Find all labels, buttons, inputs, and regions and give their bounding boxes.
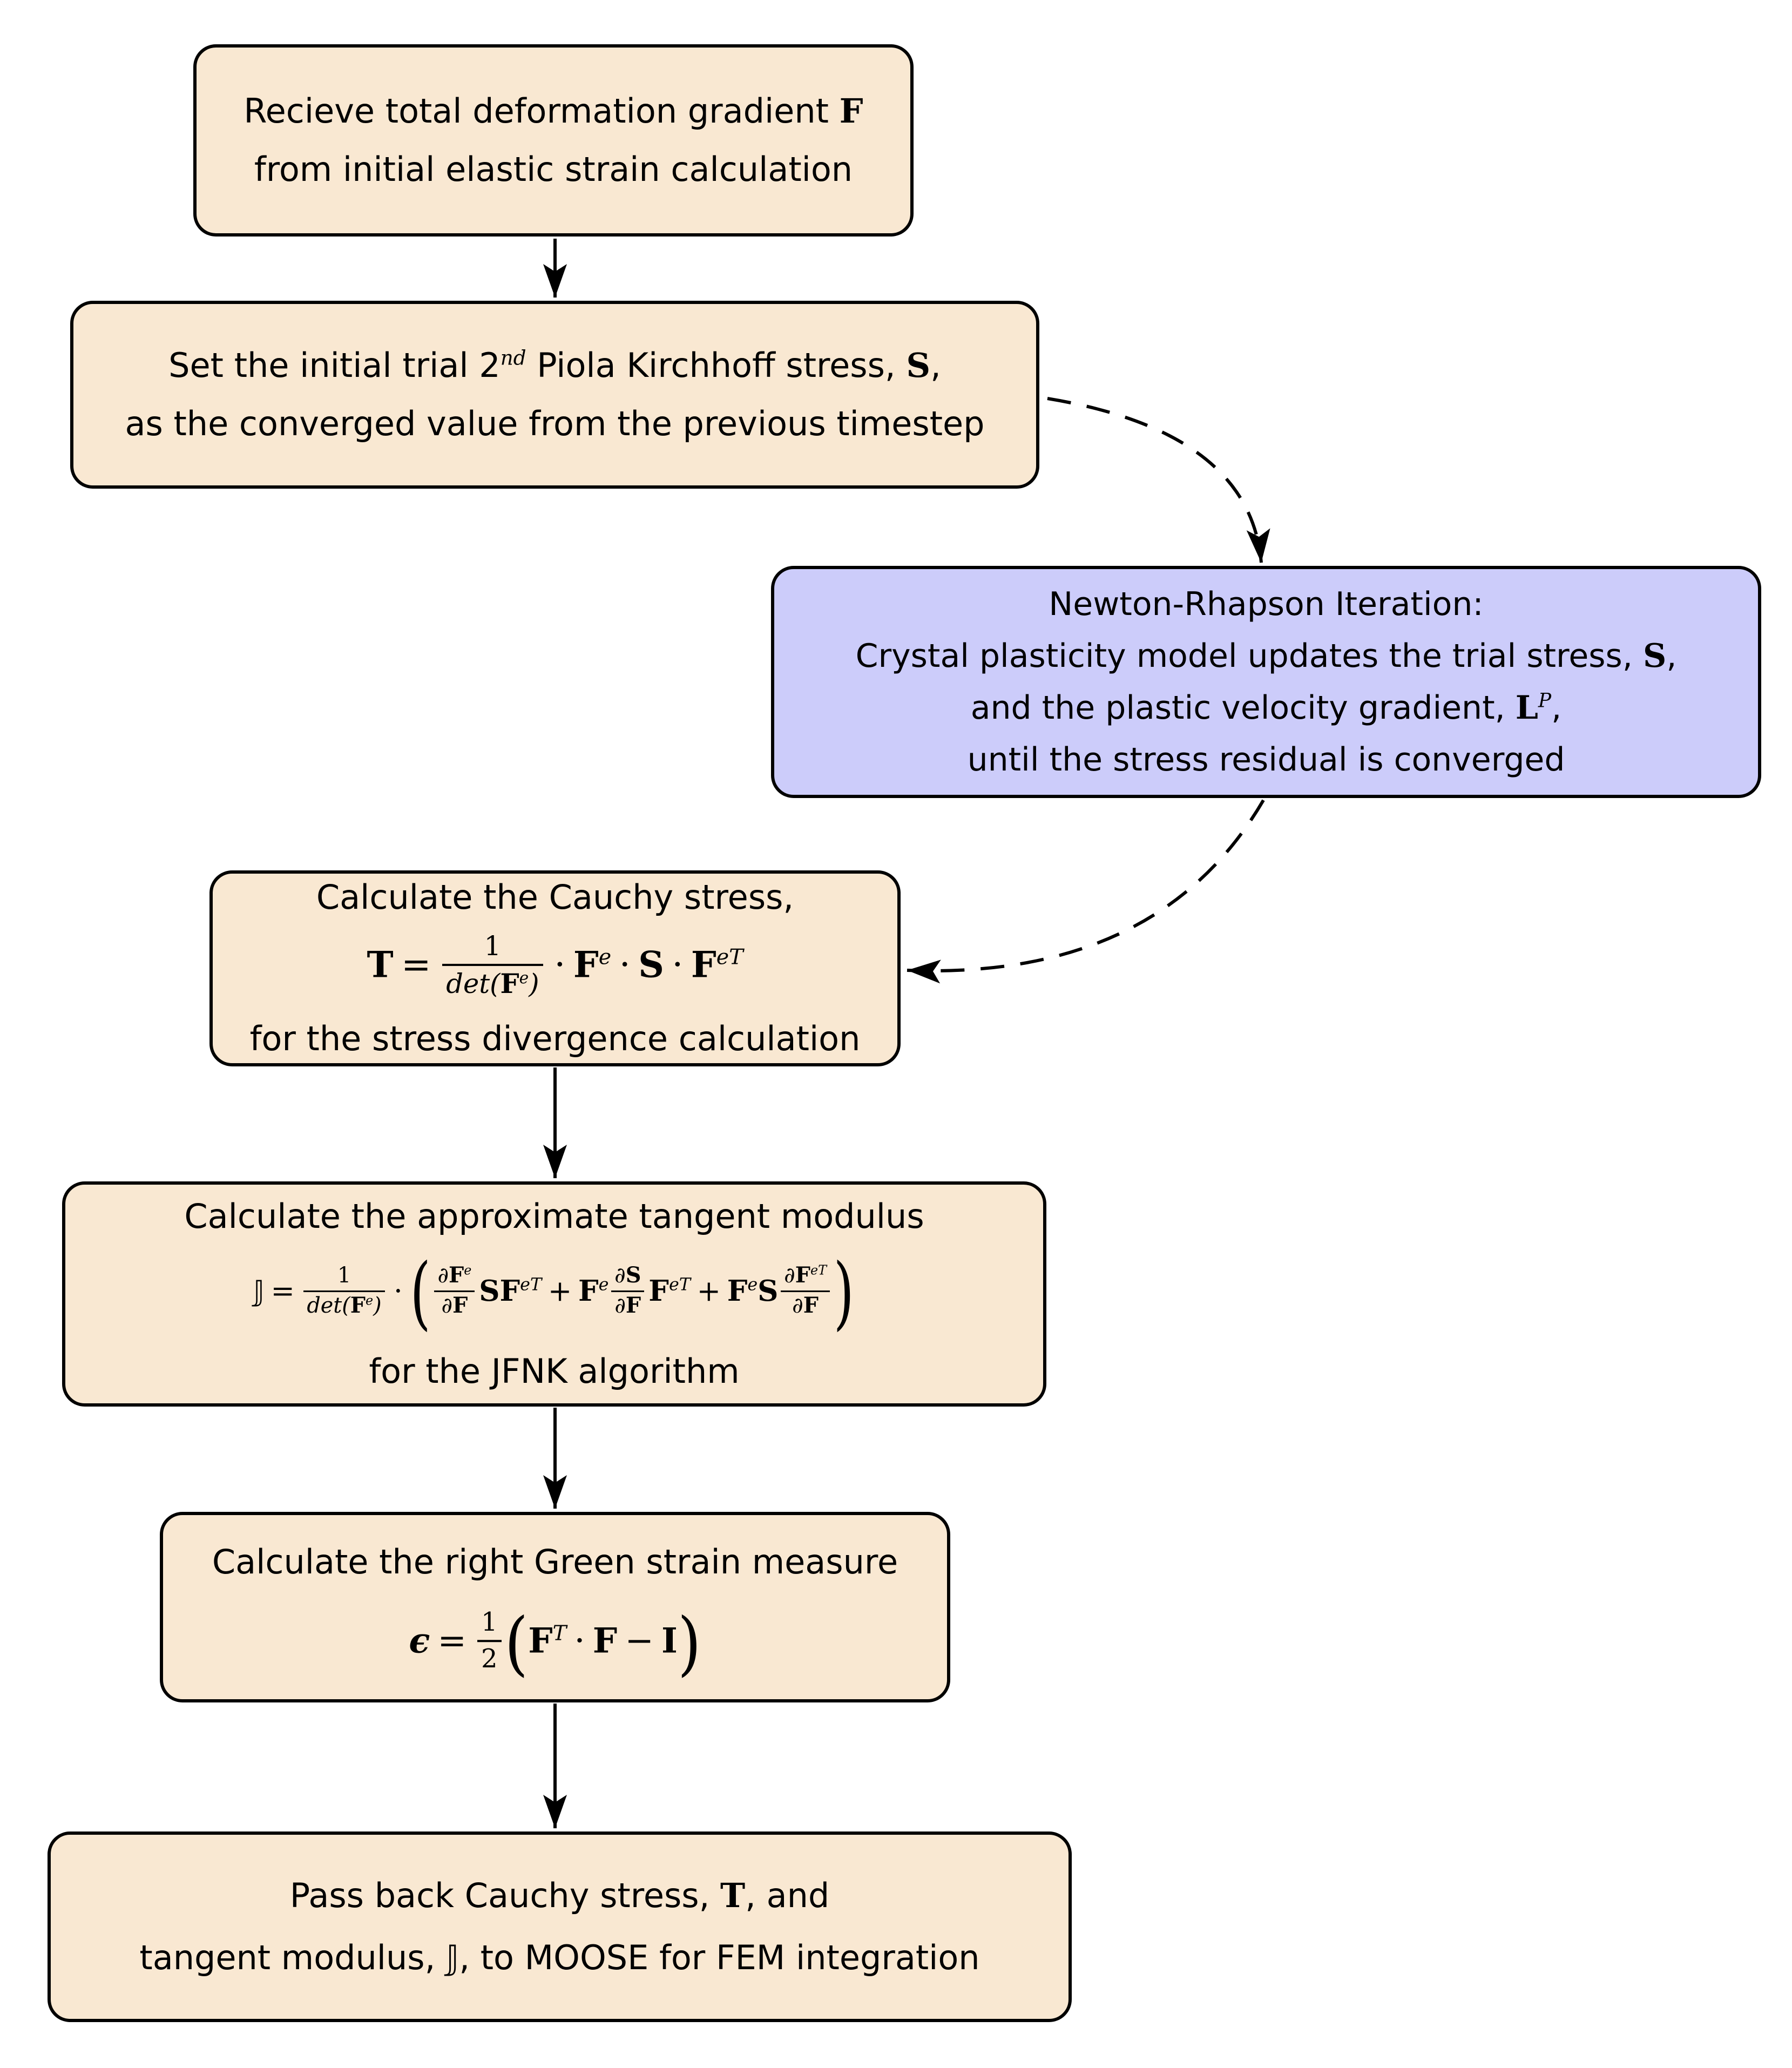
symbol-S-bold: S <box>625 1263 641 1288</box>
fraction-denominator <box>781 1292 830 1319</box>
equals-sign: = <box>271 1274 295 1308</box>
cauchy-line-3 <box>250 1010 861 1069</box>
symbol-F-bold: F <box>691 943 716 986</box>
fraction-numerator <box>434 1263 475 1292</box>
symbol-F-bold: F <box>449 1263 464 1288</box>
dot-operator: · <box>554 944 566 986</box>
newton-title: Newton-Rhapson Iteration: <box>1049 585 1484 623</box>
trial-text-b: Piola Kirchhoff stress, <box>526 345 907 385</box>
symbol-F-bold: F <box>625 1293 641 1319</box>
fraction-one-over-detFe <box>442 931 543 999</box>
fraction-numerator: 1 <box>442 931 543 966</box>
receive-text: Recieve total deformation gradient <box>244 91 840 131</box>
symbol-F-bold: F <box>803 1293 819 1319</box>
fraction-denominator <box>434 1292 475 1319</box>
superscript-e: e <box>366 1293 374 1308</box>
symbol-J-doublestruck: 𝕁 <box>446 1937 459 1977</box>
partial-symbol: ∂ <box>441 1293 453 1319</box>
symbol-L-bold: L <box>1515 689 1538 727</box>
superscript-e: e <box>747 1274 758 1295</box>
trial-line-2 <box>125 395 984 454</box>
newton-text-e: until the stress residual is converged <box>967 741 1565 779</box>
symbol-F-bold: F <box>839 91 863 131</box>
superscript-T: T <box>552 1621 567 1646</box>
cauchy-text-1: Calculate the Cauchy stress, <box>316 877 794 917</box>
fraction-dFeT-dF <box>781 1263 830 1319</box>
fraction-dS-dF <box>611 1263 644 1319</box>
newton-line-1 <box>1049 578 1483 630</box>
box-receive-deformation-gradient <box>193 44 914 236</box>
fraction-numerator <box>781 1263 830 1292</box>
det-open: det( <box>446 968 501 999</box>
symbol-T-bold: T <box>367 943 394 986</box>
passback-text-a: Pass back Cauchy stress, <box>289 1875 721 1915</box>
newton-text-d: , <box>1551 689 1562 727</box>
plus-sign: + <box>547 1274 572 1308</box>
dot-operator: · <box>394 1274 403 1308</box>
symbol-F-bold: F <box>578 1274 599 1308</box>
passback-text-d: , to MOOSE for FEM integration <box>459 1937 980 1977</box>
symbol-T-bold: T <box>720 1875 746 1915</box>
dot-operator: · <box>574 1621 585 1661</box>
symbol-S-bold: S <box>906 345 931 385</box>
partial-symbol: ∂ <box>784 1263 795 1288</box>
superscript-e: e <box>519 968 529 988</box>
big-open-paren: ( <box>504 1603 529 1684</box>
superscript-e: e <box>464 1263 472 1279</box>
box-set-initial-trial-stress <box>70 301 1039 489</box>
newton-text-c: and the plastic velocity gradient, <box>970 689 1516 727</box>
symbol-S-bold: S <box>758 1274 779 1308</box>
symbol-F-bold: F <box>499 1274 520 1308</box>
fraction-one-half <box>477 1607 502 1674</box>
symbol-F-bold: F <box>350 1293 366 1319</box>
fraction-denominator: 2 <box>481 1644 498 1674</box>
tangent-line-1 <box>184 1187 924 1246</box>
passback-line-2 <box>139 1927 979 1989</box>
passback-line-1 <box>290 1865 829 1927</box>
newton-line-3 <box>971 682 1561 734</box>
symbol-F-bold: F <box>500 968 519 999</box>
tangent-modulus-formula <box>253 1247 855 1340</box>
green-text-1: Calculate the right Green strain measure <box>212 1542 898 1582</box>
receive-line-1 <box>244 82 863 141</box>
superscript-eT: eT <box>810 1263 827 1279</box>
fraction-dFe-dF <box>434 1263 475 1319</box>
symbol-F-bold: F <box>795 1263 810 1288</box>
newton-text-b: , <box>1666 637 1677 675</box>
superscript-e: e <box>598 944 612 970</box>
trial-text-2: as the converged value from the previous timestep <box>125 404 985 443</box>
receive-text-2: from initial elastic strain calculation <box>254 150 853 189</box>
box-newton-rhapson-iteration <box>771 566 1761 798</box>
symbol-S-bold: S <box>479 1274 500 1308</box>
box-calculate-tangent-modulus <box>62 1181 1046 1407</box>
dashed-arrow-trial-to-newton <box>1047 398 1261 563</box>
symbol-F-bold: F <box>727 1274 748 1308</box>
fraction-denominator <box>611 1292 644 1319</box>
superscript-e: e <box>598 1274 609 1295</box>
box-calculate-cauchy-stress <box>209 870 901 1066</box>
fraction-numerator: 1 <box>477 1607 502 1642</box>
big-close-paren: ) <box>677 1603 701 1684</box>
dashed-arrow-newton-to-cauchy <box>907 800 1263 971</box>
superscript-eT: eT <box>520 1274 542 1295</box>
passback-text-c: tangent modulus, <box>139 1937 447 1977</box>
partial-symbol: ∂ <box>614 1263 626 1288</box>
trial-text-a: Set the initial trial 2 <box>168 345 501 385</box>
tangent-text-1: Calculate the approximate tangent modulus <box>184 1196 924 1236</box>
close-paren: ) <box>529 968 539 999</box>
receive-line-2 <box>254 140 853 199</box>
dot-operator: · <box>619 944 631 986</box>
symbol-S-bold: S <box>638 943 664 986</box>
tangent-line-3 <box>369 1342 739 1401</box>
green-line-1 <box>212 1533 898 1592</box>
dot-operator: · <box>672 944 684 986</box>
green-strain-formula <box>409 1603 701 1684</box>
superscript-eT: eT <box>668 1274 691 1295</box>
superscript-P: P <box>1538 690 1552 712</box>
fraction-denominator <box>442 966 543 999</box>
symbol-J-doublestruck: 𝕁 <box>253 1274 265 1308</box>
newton-line-2 <box>856 630 1677 682</box>
trial-text-c: , <box>930 345 941 385</box>
superscript-eT: eT <box>716 944 743 970</box>
equals-sign: = <box>401 944 431 986</box>
close-paren: ) <box>373 1293 382 1319</box>
symbol-F-bold: F <box>573 943 599 986</box>
plus-sign: + <box>696 1274 721 1308</box>
passback-text-b: , and <box>745 1875 830 1915</box>
fraction-numerator <box>611 1263 644 1292</box>
cauchy-stress-formula <box>367 930 743 1002</box>
symbol-F-bold: F <box>648 1274 669 1308</box>
fraction-numerator: 1 <box>303 1263 384 1292</box>
symbol-F-bold: F <box>592 1620 618 1661</box>
symbol-I-bold: I <box>661 1620 678 1661</box>
superscript-nd: nd <box>500 346 526 370</box>
symbol-epsilon-bold: ϵ <box>409 1620 430 1661</box>
box-pass-back-to-moose <box>48 1832 1072 2022</box>
fraction-denominator <box>303 1292 384 1319</box>
big-open-paren: ( <box>410 1247 431 1340</box>
newton-text-a: Crystal plasticity model updates the trial stress, <box>855 637 1643 675</box>
partial-symbol: ∂ <box>792 1293 803 1319</box>
box-calculate-green-strain <box>160 1512 950 1702</box>
minus-sign: − <box>625 1621 654 1661</box>
det-open: det( <box>307 1293 350 1319</box>
partial-symbol: ∂ <box>437 1263 449 1288</box>
symbol-S-bold: S <box>1642 637 1667 675</box>
cauchy-line-1 <box>316 868 794 927</box>
newton-line-4 <box>968 734 1565 786</box>
symbol-F-bold: F <box>452 1293 468 1319</box>
trial-line-1 <box>168 336 941 395</box>
cauchy-text-3: for the stress divergence calculation <box>249 1019 861 1059</box>
tangent-text-3: for the JFNK algorithm <box>369 1351 740 1391</box>
equals-sign: = <box>437 1621 467 1661</box>
fraction-one-over-detFe <box>303 1263 384 1319</box>
big-close-paren: ) <box>833 1247 854 1340</box>
symbol-F-bold: F <box>528 1620 553 1661</box>
partial-symbol: ∂ <box>614 1293 626 1319</box>
